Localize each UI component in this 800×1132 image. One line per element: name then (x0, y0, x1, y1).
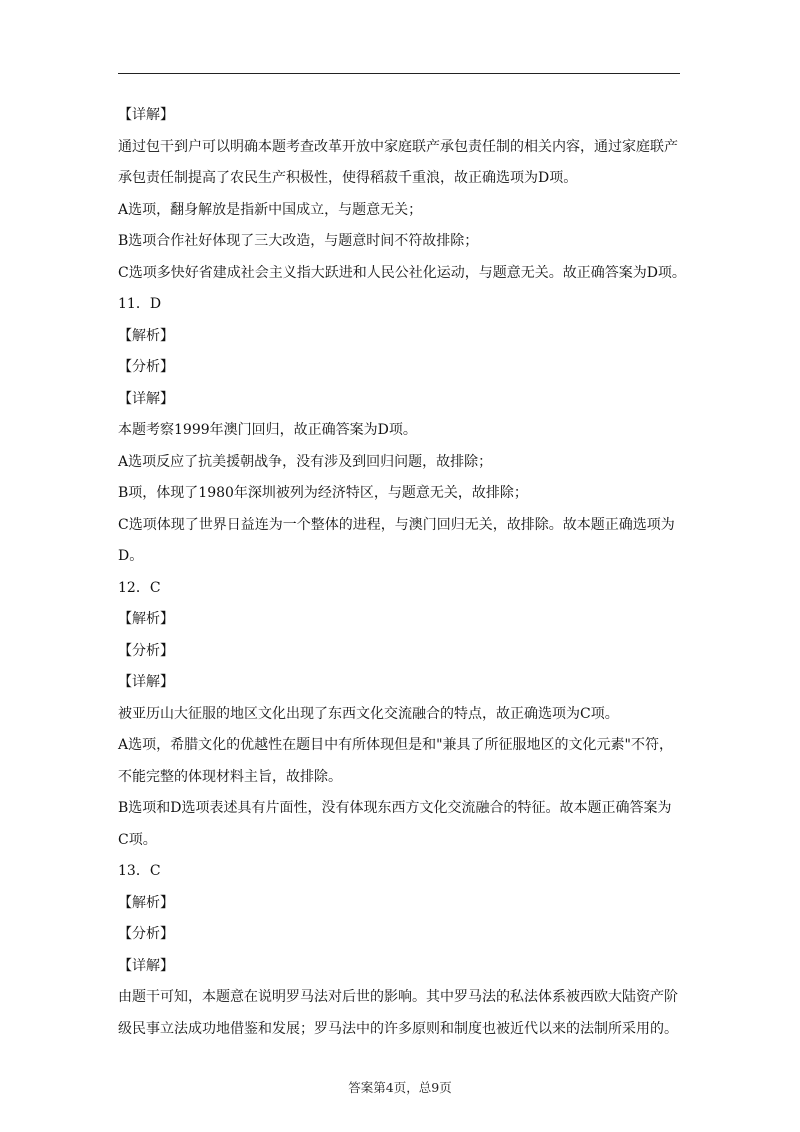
text-line: 承包责任制提高了农民生产积极性，使得稻菽千重浪，故正确选项为D项。 (118, 170, 578, 186)
text-line: C项。 (118, 831, 157, 848)
text-line: 级民事立法成功地借鉴和发展；罗马法中的许多原则和制度也被近代以来的法制所采用的。 (118, 1020, 678, 1037)
section-label: 【分析】 (118, 642, 174, 659)
text-line: 不能完整的体现材料主旨，故排除。 (118, 768, 342, 785)
text-line: C选项体现了世界日益连为一个整体的进程，与澳门回归无关，故排除。故本题正确选项为 (118, 516, 675, 533)
answer-body (118, 100, 686, 1045)
text-line: B选项和D选项表述具有片面性，没有体现东西方文化交流融合的特征。故本题正确答案为 (118, 800, 672, 816)
section-label: 【详解】 (118, 957, 174, 974)
text-line: B项，体现了1980年深圳被列为经济特区，与题意无关，故排除； (118, 485, 528, 501)
text-line: C选项多快好省建成社会主义指大跃进和人民公社化运动，与题意无关。故正确答案为D项。 (118, 264, 686, 281)
question-number: 11．D (118, 296, 162, 312)
text-line: 通过包干到户可以明确本题考查改革开放中家庭联产承包责任制的相关内容，通过家庭联产 (118, 138, 678, 155)
question-number: 13．C (118, 863, 161, 879)
text-line: D。 (118, 548, 144, 564)
text-line: 【详解】 (118, 107, 174, 123)
text-line: 由题干可知，本题意在说明罗马法对后世的影响。其中罗马法的私法体系被西欧大陆资产阶 (118, 989, 678, 1005)
text-line: 本题考察1999年澳门回归，故正确答案为D项。 (118, 422, 417, 438)
text-line: B选项合作社好体现了三大改造，与题意时间不符故排除； (118, 233, 479, 249)
text-line: A选项反应了抗美援朝战争，没有涉及到回归问题，故排除； (118, 453, 493, 470)
text-line: A选项，希腊文化的优越性在题目中有所体现但是和"兼具了所征服地区的文化元素"不符， (118, 737, 673, 753)
question-number: 12．C (118, 579, 161, 596)
page-footer: 答案第4页，总9页 (348, 1080, 452, 1095)
text-line: 被亚历山大征服的地区文化出现了东西文化交流融合的特点，故正确选项为C项。 (118, 705, 619, 722)
section-label: 【解析】 (118, 327, 174, 344)
section-label: 【详解】 (118, 674, 174, 690)
header-rule (118, 73, 680, 74)
text-line: A选项，翻身解放是指新中国成立，与题意无关； (118, 201, 423, 218)
section-label: 【详解】 (118, 390, 174, 407)
section-label: 【解析】 (118, 894, 174, 911)
section-label: 【分析】 (118, 359, 174, 375)
section-label: 【分析】 (118, 926, 174, 942)
section-label: 【解析】 (118, 611, 174, 627)
